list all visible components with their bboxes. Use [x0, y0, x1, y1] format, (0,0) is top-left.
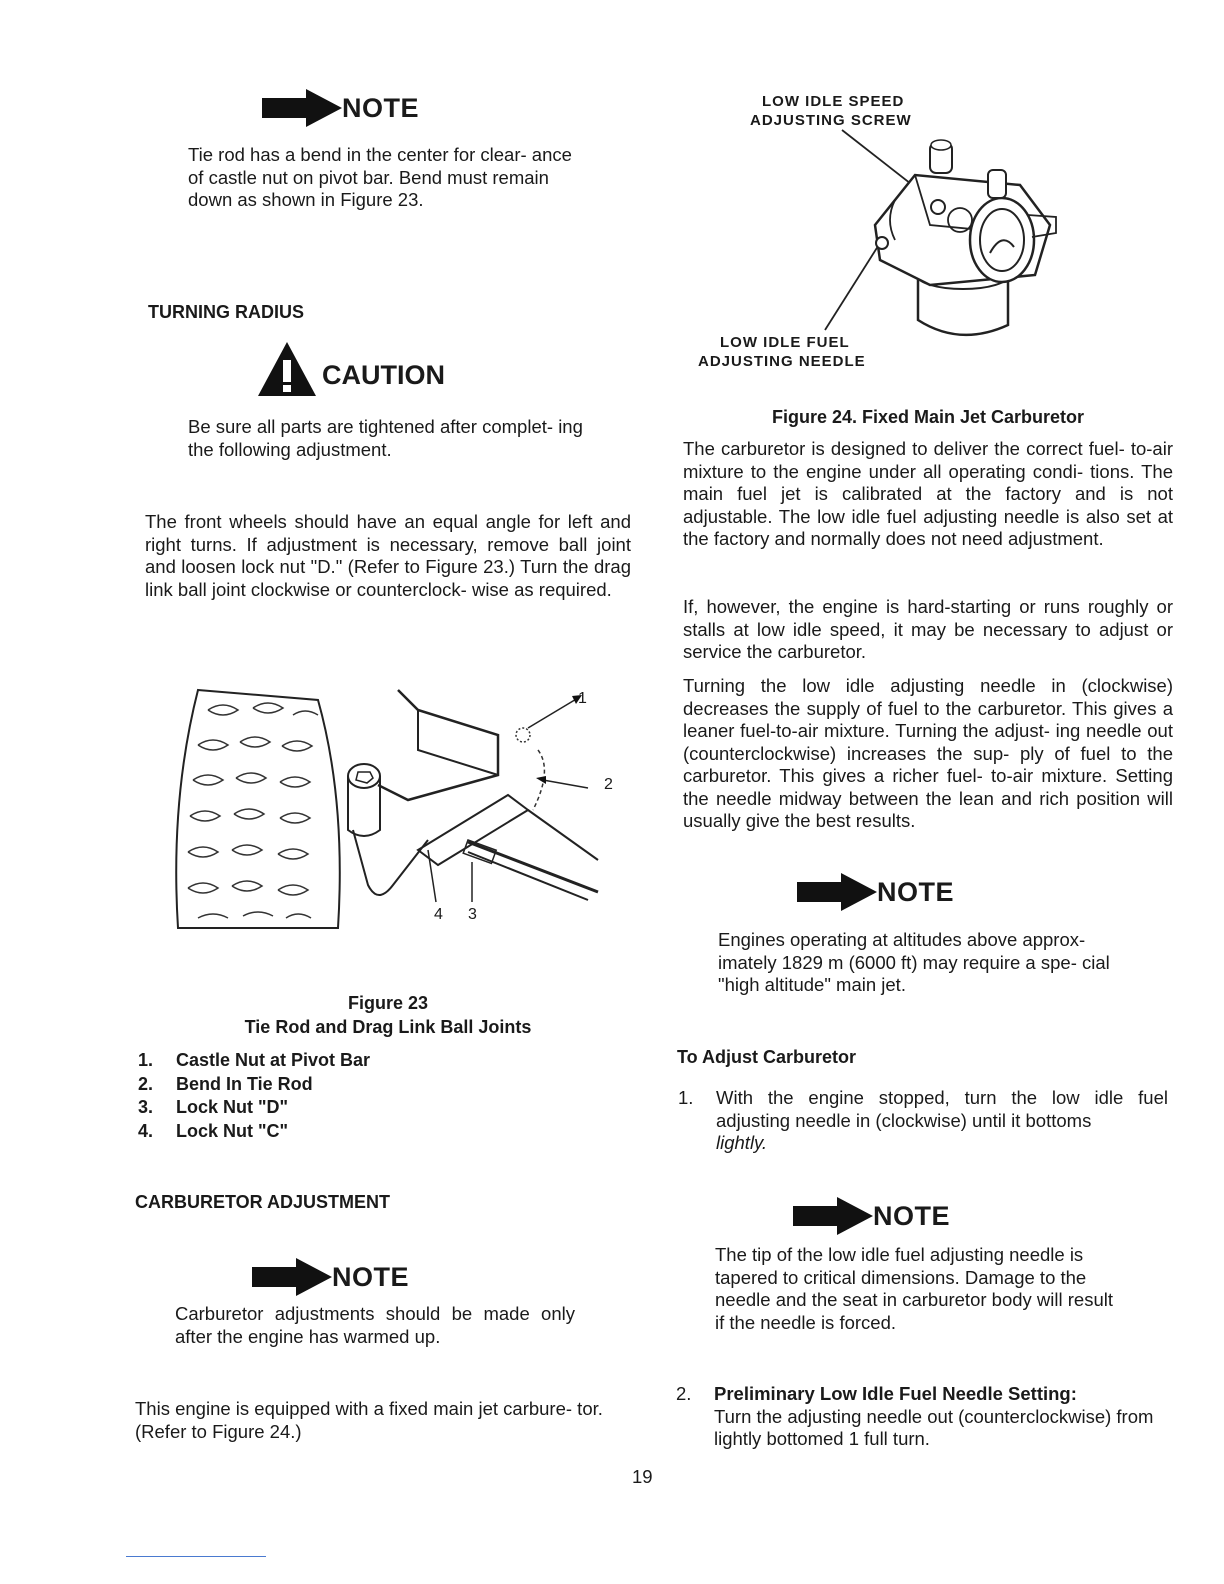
- carburetor-drawing: [820, 125, 1070, 355]
- arrow-icon: [793, 1197, 873, 1235]
- paragraph-carburetor-design: The carburetor is designed to deliver the correct fuel- to-air mixture to the engine under all operating condi- tions. The main fuel jet is calibrated at the factory and is not adjustable. The low idle fuel adjusting needle is also set at the factory and normally does not need adjustment.: [683, 438, 1173, 549]
- footer-rule: [126, 1556, 266, 1557]
- note-label: NOTE: [342, 92, 420, 123]
- arrow-icon: [252, 1258, 332, 1296]
- figure-24-caption: Figure 24. Fixed Main Jet Carburetor: [771, 407, 1085, 427]
- caution-text: Be sure all parts are tightened after complet- ing the following adjustment.: [188, 416, 583, 460]
- step-emphasis: lightly.: [716, 1132, 768, 1153]
- step-number: 1.: [678, 1087, 694, 1108]
- list-item: 3. Lock Nut "D": [138, 1097, 289, 1117]
- carburetor-paragraph: This engine is equipped with a fixed main jet carbure- tor. (Refer to Figure 24.): [135, 1398, 603, 1442]
- warning-triangle-icon: [256, 340, 318, 398]
- note-label: NOTE: [332, 1261, 410, 1292]
- note-header: [262, 88, 598, 128]
- page-number: 19: [632, 1466, 653, 1487]
- note-text: Tie rod has a bend in the center for clear- ance of castle nut on pivot bar. Bend must remain down as shown in Figure 23.: [188, 144, 572, 210]
- section-heading-to-adjust-carburetor: To Adjust Carburetor: [677, 1047, 856, 1067]
- figure-23-caption: [145, 991, 631, 1039]
- list-item: 2. Bend In Tie Rod: [138, 1073, 313, 1094]
- step-number: 2.: [676, 1383, 692, 1404]
- figure-23-parts-list: [138, 1049, 370, 1143]
- step-1: [678, 1087, 1168, 1155]
- section-heading-turning-radius: TURNING RADIUS: [148, 302, 304, 322]
- paragraph-hard-starting: If, however, the engine is hard-starting or runs roughly or stalls at low idle speed, it may be necessary to adjust or service the carburetor.: [683, 596, 1173, 662]
- figure-23-caption-line2: Tie Rod and Drag Link Ball Joints: [244, 1017, 532, 1037]
- figure-24-label-top: LOW IDLE SPEED ADJUSTING SCREW: [750, 93, 912, 129]
- caution-label: CAUTION: [322, 359, 445, 390]
- callout-3: 3: [468, 906, 477, 923]
- note-text: Carburetor adjustments should be made only after the engine has warmed up.: [175, 1303, 575, 1347]
- turning-radius-paragraph: The front wheels should have an equal angle for left and right turns. If adjustment is necessary, remove ball joint and loosen lock nut "D." (Refer to Figure 23.) Turn the drag link ball joint clockwise or counterclock- wise as required.: [145, 511, 631, 600]
- note-header: [252, 1257, 409, 1297]
- tie-rod-drawing: [168, 680, 628, 932]
- section-heading-carburetor-adjustment: CARBURETOR ADJUSTMENT: [135, 1192, 391, 1212]
- callout-4: 4: [434, 906, 443, 923]
- figure-23-illustration: [168, 680, 628, 932]
- figure-24-label-bottom: LOW IDLE FUEL ADJUSTING NEEDLE: [698, 334, 866, 370]
- callout-2: 2: [604, 776, 613, 793]
- note-block-1: [188, 88, 598, 212]
- note-text: Engines operating at altitudes above approx- imately 1829 m (6000 ft) may require a spe- cial "high altitude" main jet.: [718, 929, 1110, 995]
- figure-24-illustration: [820, 125, 1070, 355]
- note-header: [797, 872, 954, 912]
- note-label: NOTE: [873, 1200, 951, 1231]
- list-item: 4. Lock Nut "C": [138, 1120, 289, 1141]
- arrow-icon: [797, 873, 877, 911]
- step-title: Preliminary Low Idle Fuel Needle Setting:: [714, 1383, 1077, 1404]
- note-label: NOTE: [877, 876, 955, 907]
- arrow-icon: [262, 89, 342, 127]
- step-text: With the engine stopped, turn the low idle fuel adjusting needle in (clockwise) until it bottoms: [716, 1087, 1168, 1131]
- paragraph-needle-turning: Turning the low idle adjusting needle in (clockwise) decreases the supply of fuel to the carburetor. This gives a leaner fuel-to-air mixture. Turning the adjust- ing needle out (counterclockwise) increases the sup- ply of fuel to the carburetor. This gives a richer fuel- to-air mixture. Setting the needle midway between the lean and rich position will usually give the best results.: [683, 675, 1173, 831]
- caution-header: [256, 340, 445, 398]
- callout-1: 1: [578, 690, 587, 707]
- note-text: The tip of the low idle fuel adjusting needle is tapered to critical dimensions. Damage to the needle and the seat in carburetor body will result if the needle is forced.: [715, 1244, 1113, 1333]
- note-header: [793, 1196, 950, 1236]
- step-2: [676, 1383, 1168, 1451]
- list-item: 1. Castle Nut at Pivot Bar: [138, 1050, 371, 1070]
- step-text: Turn the adjusting needle out (counterclockwise) from lightly bottomed 1 full turn.: [714, 1405, 1154, 1449]
- figure-23-caption-line1: Figure 23: [347, 993, 429, 1013]
